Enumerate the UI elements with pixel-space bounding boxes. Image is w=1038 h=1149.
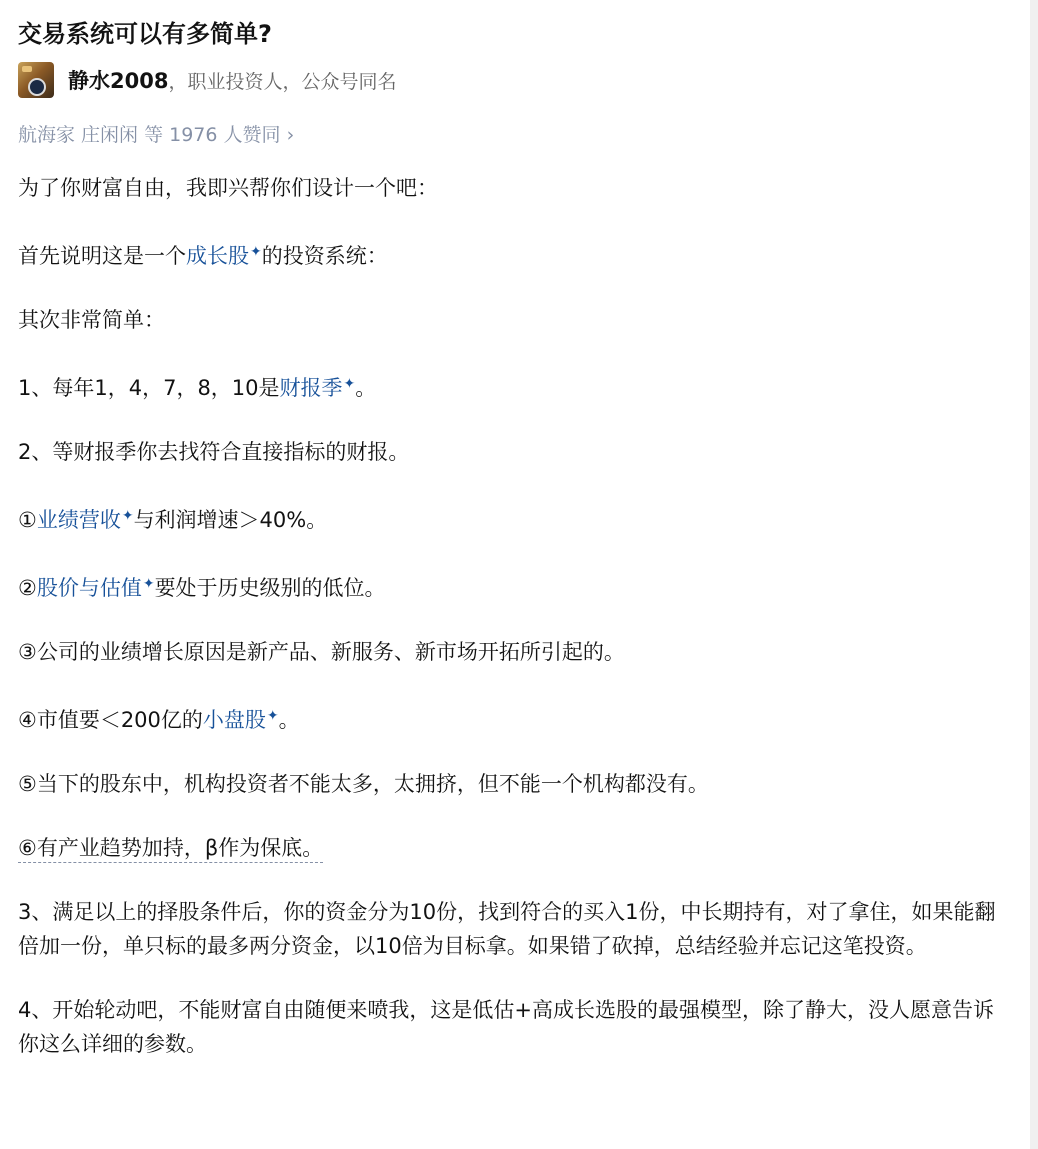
sparkle-icon: ✦: [343, 376, 356, 392]
keyword-link-earnings-season[interactable]: 财报季: [279, 376, 343, 400]
paragraph-criterion-5: ⑤当下的股东中，机构投资者不能太多，太拥挤，但不能一个机构都没有。: [18, 772, 709, 796]
answer-content: [18, 171, 1008, 1061]
paragraph-text: ②: [18, 576, 37, 600]
paragraph-text: 与利润增速＞40%。: [133, 508, 328, 532]
paragraph-criterion-2: [18, 567, 1008, 605]
paragraph-text: ①: [18, 508, 37, 532]
sparkle-icon: ✦: [250, 244, 262, 260]
paragraph-criterion-6: [18, 831, 1008, 865]
author-name[interactable]: 静水2008: [68, 69, 169, 93]
paragraph-point-4: 4、开始轮动吧，不能财富自由随便来喷我，这是低估+高成长选股的最强模型，除了静大，没人愿意告诉你这么详细的参数。: [18, 998, 994, 1056]
paragraph-text: 的投资系统：: [261, 244, 388, 268]
paragraph-criterion-4: [18, 699, 1008, 737]
paragraph-criterion-1: [18, 499, 1008, 537]
sparkle-icon: ✦: [142, 576, 155, 592]
sparkle-icon: ✦: [121, 508, 134, 524]
keyword-link-revenue[interactable]: 业绩营收: [36, 508, 121, 532]
voters-text: 航海家 庄闲闲 等 1976 人赞同: [18, 124, 281, 146]
question-title[interactable]: 交易系统可以有多简单?: [18, 20, 272, 48]
paragraph-text: 。: [355, 376, 377, 400]
scrollbar-track[interactable]: [1030, 0, 1038, 1149]
chevron-right-icon: ›: [286, 124, 295, 146]
paragraph-point-2: 2、等财报季你去找符合直接指标的财报。: [18, 440, 410, 464]
paragraph-simple: 其次非常简单：: [18, 308, 165, 332]
author-headline: ，职业投资人，公众号同名: [168, 70, 397, 93]
paragraph-text: ④市值要＜200亿的: [18, 708, 203, 732]
annotated-text[interactable]: ⑥有产业趋势加持，β作为保底。: [18, 836, 323, 863]
paragraph-point-3: 3、满足以上的择股条件后，你的资金分为10份，找到符合的买入1份，中长期持有，对了拿住，如果能翻倍加一份，单只标的最多两分资金，以10倍为目标拿。如果错了砍掉，总结经验并忘记这笔投资。: [18, 900, 996, 958]
keyword-link-valuation[interactable]: 股价与估值: [36, 576, 142, 600]
paragraph-text: 首先说明这是一个: [18, 244, 186, 268]
keyword-link-small-cap[interactable]: 小盘股: [202, 708, 266, 732]
paragraph-point-1: [18, 367, 1008, 405]
sparkle-icon: ✦: [266, 708, 279, 724]
paragraph-growth-stock: [18, 235, 1008, 273]
avatar[interactable]: [18, 62, 54, 98]
author-info: [18, 62, 1008, 98]
paragraph-intro: 为了你财富自由，我即兴帮你们设计一个吧：: [18, 176, 438, 200]
paragraph-criterion-3: ③公司的业绩增长原因是新产品、新服务、新市场开拓所引起的。: [18, 640, 625, 664]
paragraph-text: 。: [278, 708, 300, 732]
keyword-link-growth-stock[interactable]: 成长股: [186, 244, 249, 268]
paragraph-text: 1、每年1，4，7，8，10是: [18, 376, 280, 400]
answer-card: [18, 14, 1008, 1091]
paragraph-text: 要处于历史级别的低位。: [154, 576, 386, 600]
voters-link[interactable]: [18, 120, 1008, 150]
